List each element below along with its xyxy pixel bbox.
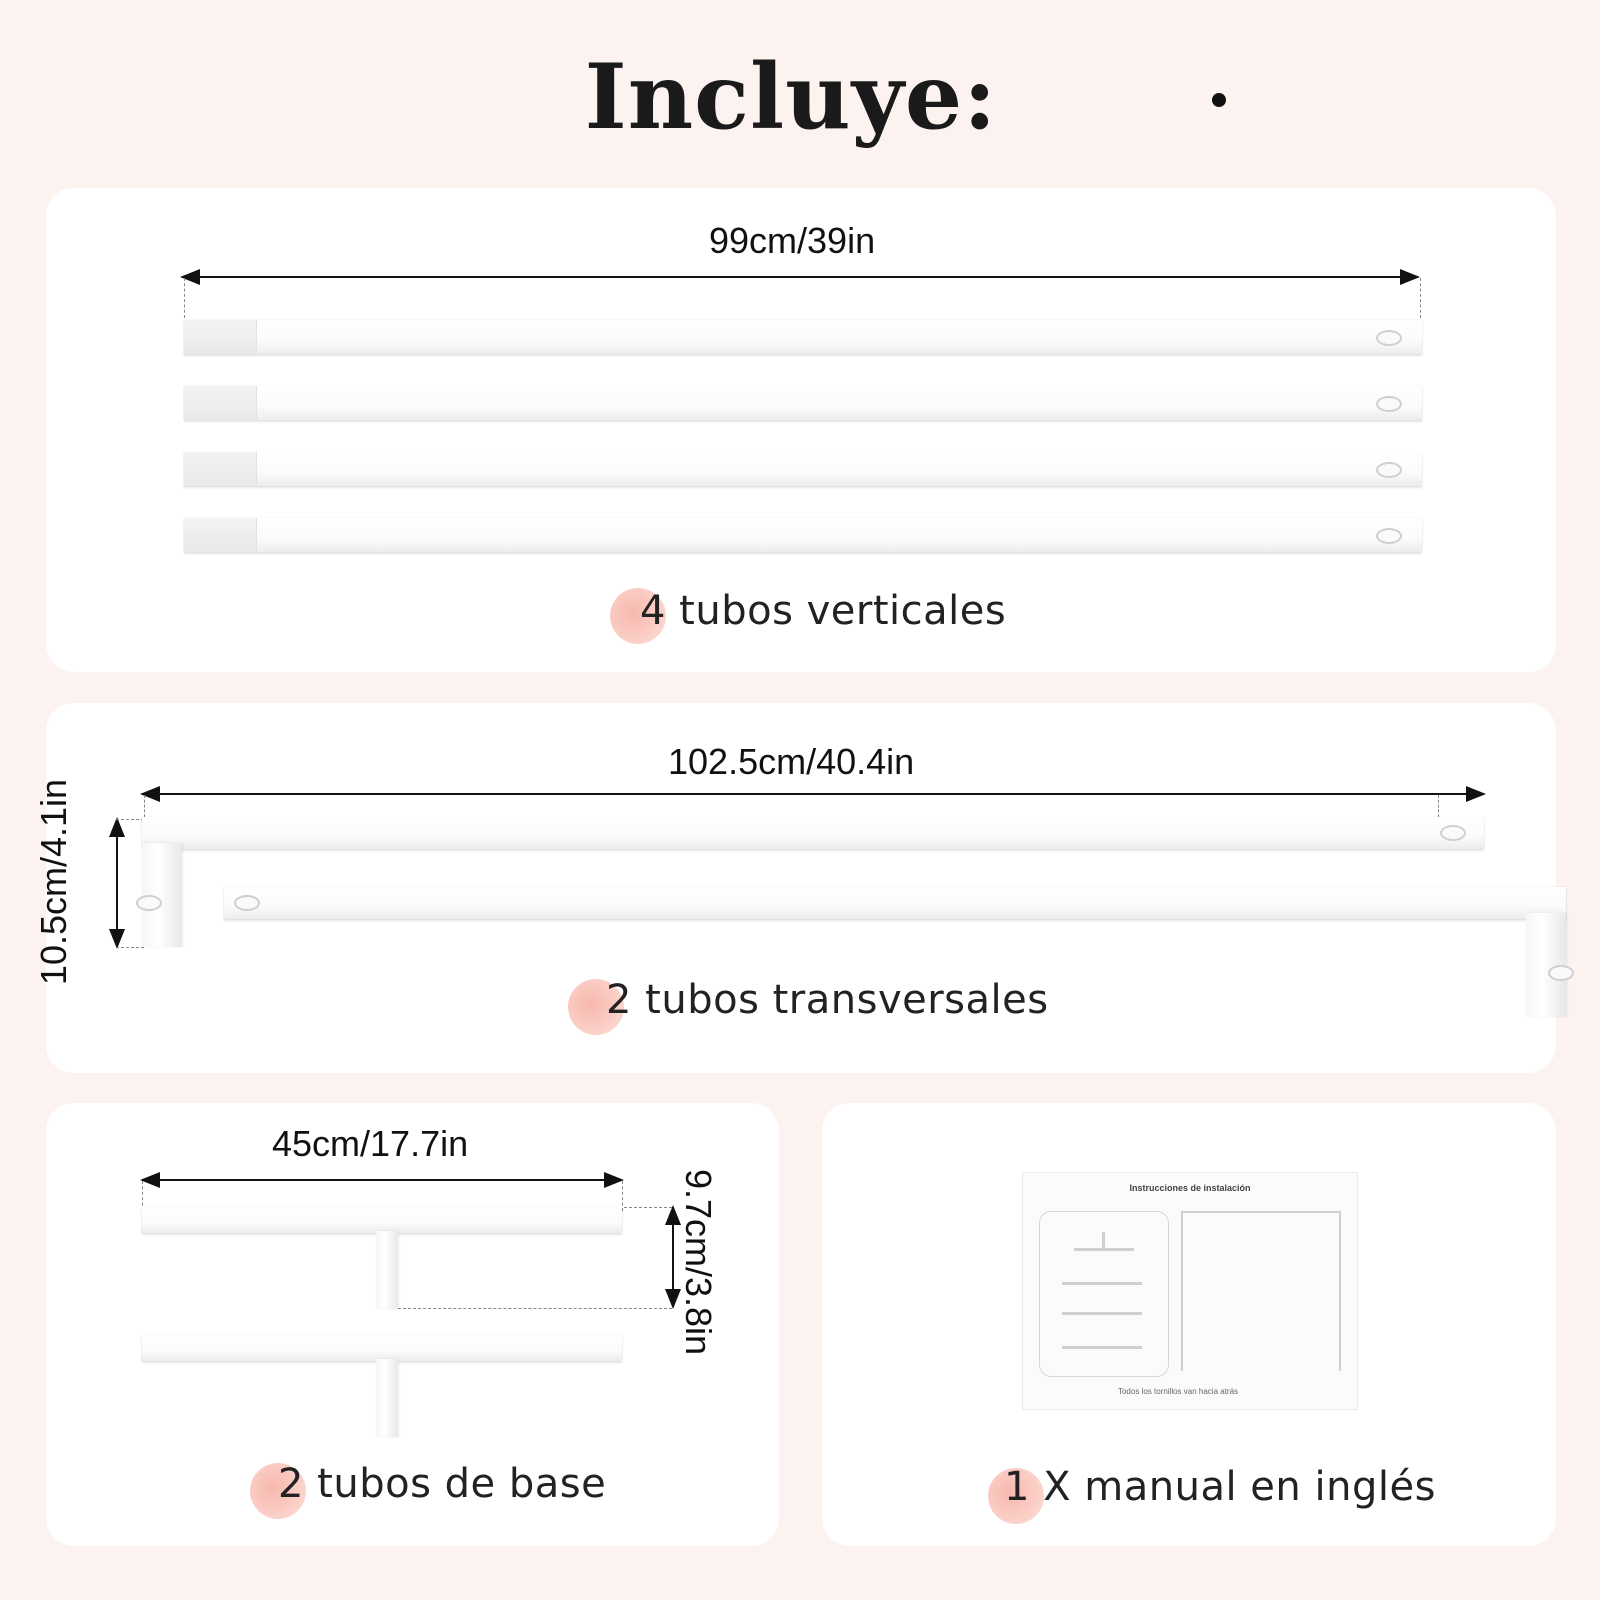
manual-doc-title: Instrucciones de instalación (1129, 1183, 1251, 1193)
dimension-guide-right (1420, 278, 1421, 318)
diagram-part (1062, 1312, 1142, 1315)
count-base: 2 (278, 1461, 304, 1507)
transversal-tube (142, 817, 1484, 849)
dimension-arrow-vertical (116, 819, 118, 947)
diagram-part (1062, 1346, 1142, 1349)
label-transversal: tubos transversales (645, 977, 1049, 1023)
screw-icon (136, 895, 162, 911)
dimension-guide-top (116, 819, 144, 820)
transversal-tube (224, 887, 1566, 919)
dimension-arrow-horizontal (142, 1179, 622, 1181)
base-tube-stem (376, 1359, 398, 1437)
diagram-part (1062, 1282, 1142, 1285)
dimension-guide-bottom (116, 947, 144, 948)
dimension-guide-left (184, 278, 185, 318)
label-base: tubos de base (317, 1461, 607, 1507)
diagram-frame-right (1339, 1211, 1341, 1371)
base-tube (142, 1207, 622, 1233)
panel-vertical-tubes (46, 188, 1556, 672)
panel-transversal-tubes (33, 703, 1556, 1073)
dimension-arrow-horizontal (182, 276, 1418, 278)
base-tube (142, 1335, 622, 1361)
diagram-frame-top (1181, 1211, 1341, 1213)
dimension-label-height-transversal: 10.5cm/4.1in (33, 778, 75, 986)
tube-sleeve (184, 452, 257, 486)
label-vertical: tubos verticales (679, 588, 1007, 634)
vertical-tube (184, 452, 1422, 486)
screw-icon (1548, 965, 1574, 981)
vertical-tube (184, 386, 1422, 420)
page-title: Incluye: (584, 44, 998, 150)
base-tube-stem (376, 1231, 398, 1309)
screw-icon (1440, 825, 1466, 841)
transversal-tube-leg (1526, 913, 1566, 1017)
diagram-part (1102, 1232, 1105, 1250)
dimension-arrow-vertical (672, 1207, 674, 1307)
dimension-guide-bottom (398, 1308, 672, 1309)
diagram-frame-left (1181, 1211, 1183, 1371)
manual-illustration (1022, 1172, 1358, 1410)
count-transversal: 2 (606, 977, 632, 1023)
count-manual: 1 (1004, 1464, 1030, 1510)
dimension-label-vertical: 99cm/39in (709, 220, 876, 261)
vertical-tube (184, 320, 1422, 354)
screw-icon (1376, 528, 1402, 544)
caption-transversal (606, 977, 1049, 1023)
caption-base (278, 1461, 606, 1507)
screw-icon (1376, 396, 1402, 412)
dimension-label-transversal: 102.5cm/40.4in (668, 741, 915, 782)
transversal-tube-leg (142, 843, 182, 947)
dimension-guide-right (1438, 795, 1439, 817)
panel-base-tubes (46, 1103, 779, 1546)
label-manual: X manual en inglés (1043, 1464, 1436, 1510)
dimension-label-height-base: 9.7cm/3.8in (678, 1168, 720, 1356)
dimension-arrow-horizontal (142, 793, 1484, 795)
count-vertical: 4 (640, 588, 666, 634)
manual-parts-diagram (1039, 1211, 1169, 1377)
caption-vertical (640, 588, 1006, 634)
screw-icon (1376, 330, 1402, 346)
dimension-guide-left (144, 795, 145, 817)
tube-sleeve (184, 386, 257, 420)
dimension-guide-top (624, 1207, 672, 1208)
dimension-label-base: 45cm/17.7in (272, 1123, 469, 1164)
screw-icon (234, 895, 260, 911)
screw-icon (1376, 462, 1402, 478)
decorative-dot (1212, 93, 1226, 107)
tube-sleeve (184, 320, 257, 354)
dimension-guide-right (622, 1181, 623, 1211)
caption-manual (1004, 1464, 1436, 1510)
tube-sleeve (184, 518, 257, 552)
vertical-tube (184, 518, 1422, 552)
manual-doc-note: Todos los tornillos van hacia atrás (1117, 1387, 1239, 1396)
